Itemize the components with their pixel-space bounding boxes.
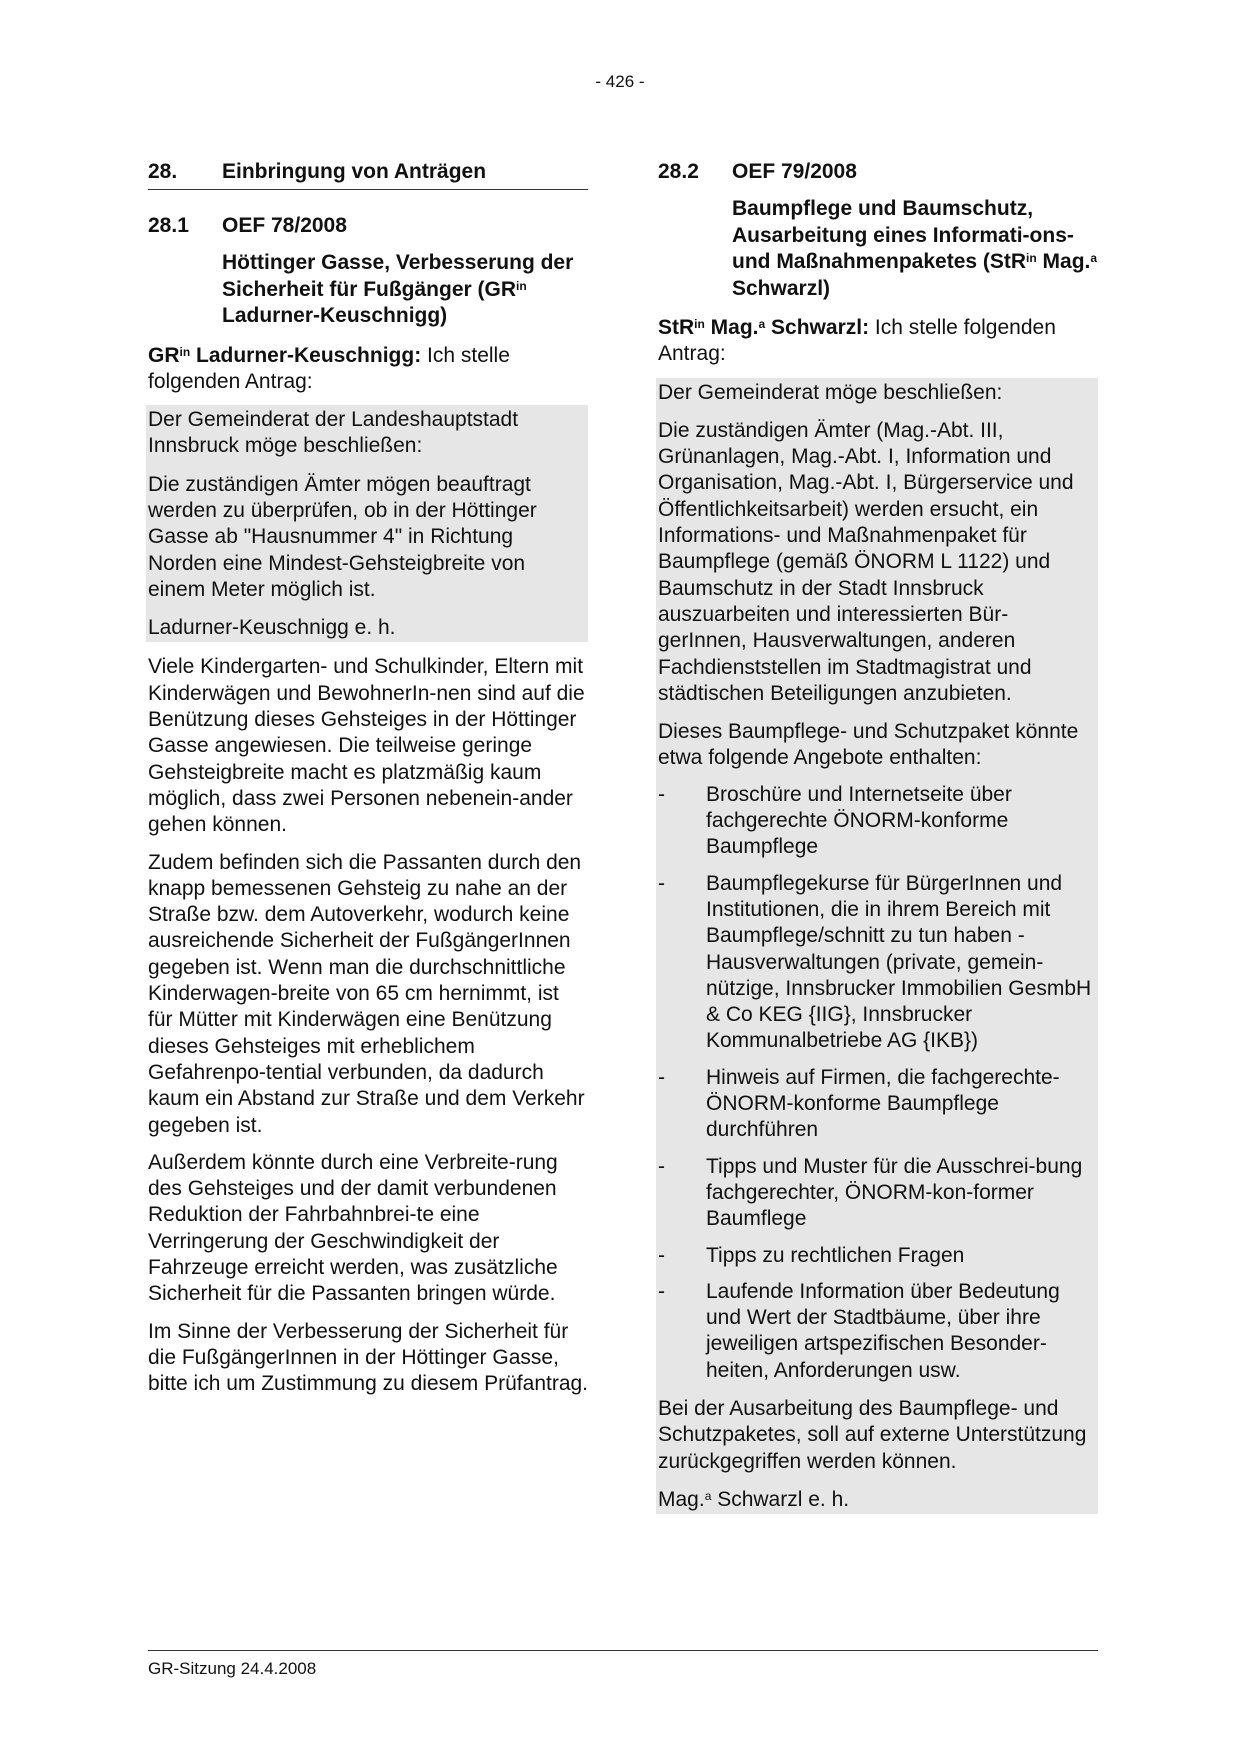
paragraph: Zudem befinden sich die Passanten durch den knapp bemessenen Gehsteig zu nahe an der Straße bzw. dem Autoverkehr, wodurch keine ausreichende Sicherheit der FußgängerInnen gegeben ist. Wenn man die durchschnittliche Kinderwagen-breite von 65 cm hernimmt, ist für Mütter mit Kinderwägen eine Benützung dieses Gehsteiges mit erheblichem Gefahrenpo-tential verbunden, da dadurch kaum ein Abstand zur Straße und dem Verkehr gegeben ist. — [148, 850, 585, 1137]
list-item: - Tipps zu rechtlichen Fragen — [658, 1243, 965, 1267]
item-code: OEF 78/2008 — [222, 214, 347, 237]
justification — [148, 654, 588, 1397]
motion-text: Bei der Ausarbeitung des Baumpflege- und Schutzpaketes, soll auf externe Unterstützung zurückgegriffen werden können. — [658, 1396, 1087, 1473]
list-item: - Tipps und Muster für die Ausschrei-bung fachgerechter, ÖNORM-kon-former Baumflege — [658, 1154, 1083, 1231]
motion-text: Der Gemeinderat möge beschließen: — [658, 380, 1003, 404]
motion-intro: $GR^{in}$ Ladurner-Keuschnigg: Ich stelle folgenden Antrag: — [148, 343, 510, 393]
list-item: - Baumpflegekurse für BürgerInnen und Institutionen, die in ihrem Bereich mit Baumpflege/schnitt zu tun haben - Hausverwaltungen (private, gemein-nützige, Innsbrucker Immobilien GesmbH & Co KEG {IIG}, Innsbrucker Kommunalbetriebe AG {IKB}) — [658, 871, 1092, 1053]
page-footer: GR-Sitzung 24.4.2008 — [148, 1650, 1098, 1679]
section-heading-28 — [148, 158, 588, 190]
motion-text: Die zuständigen Ämter mögen beauftragt werden zu überprüfen, ob in der Höttinger Gasse ab "Hausnummer 4" in Richtung Norden eine Mindest-Gehsteigbreite von einem Meter möglich ist. — [148, 472, 537, 601]
motion-signature: Mag.$^a$ Schwarzl e. h. — [658, 1487, 850, 1511]
section-number: 28. — [148, 160, 178, 183]
motion-text: Dieses Baumpflege- und Schutzpaket könnte etwa folgende Angebote enthalten: — [658, 720, 1079, 770]
item-subtitle: Höttinger Gasse, Verbesserung der Sicherheit für Fußgänger ($GR^{in}$ Ladurner-Keuschnigg) — [222, 251, 574, 327]
list-item: - Hinweis auf Firmen, die fachgerechte-ÖNORM-konforme Baumpflege durchführen — [658, 1065, 1060, 1142]
section-title: Einbringung von Anträgen — [222, 160, 487, 183]
page-number: - 426 - — [595, 72, 645, 91]
motion-intro: StR$^{in}$ Mag.$^a$ Schwarzl: Ich stelle folgenden Antrag: — [658, 316, 1056, 366]
item-code: OEF 79/2008 — [732, 160, 857, 183]
paragraph: Außerdem könnte durch eine Verbreite-rung des Gehsteiges und der damit verbundenen Reduktion der Fahrbahnbrei-te eine Verringerung der Geschwindigkeit der Fahrzeuge erreicht werden, was zusätzliche Sicherheit für die Passanten bringen würde. — [148, 1150, 558, 1306]
list-item: - Laufende Information über Bedeutung und Wert der Stadtbäume, über ihre jeweiligen artspezifischen Besonder-heiten, Anforderungen usw. — [658, 1279, 1060, 1382]
right-column — [658, 158, 1098, 1514]
item-number: 28.2 — [658, 160, 699, 183]
item-subtitle: Baumpflege und Baumschutz, Ausarbeitung eines Informati-ons- und Maßnahmenpaketes (StR$^{in}$ Mag.$^a$ Schwarzl) — [732, 197, 1098, 300]
list-item: - Broschüre und Internetseite über fachgerechte ÖNORM-konforme Baumpflege — [658, 782, 1012, 859]
item-heading-28-2 — [658, 158, 1098, 185]
paragraph: Im Sinne der Verbesserung der Sicherheit für die FußgängerInnen in der Höttinger Gasse, bitte ich um Zustimmung zu diesem Prüfantrag. — [148, 1319, 589, 1396]
left-column — [148, 158, 588, 1397]
item-heading-28-1 — [148, 212, 588, 239]
motion-text: Die zuständigen Ämter (Mag.-Abt. III, Grünanlagen, Mag.-Abt. I, Information und Organisation, Mag.-Abt. I, Bürgerservice und Öffentlichkeitsarbeit) werden ersucht, ein Informations- und Maßnahmenpaket für Baumpflege (gemäß ÖNORM L 1122) und Baumschutz in der Stadt Innsbruck auszuarbeiten und interessierten Bür-gerInnen, Hausverwaltungen, anderen Fachdienststellen im Stadtmagistrat und städtischen Beteiligungen anzubieten. — [658, 418, 1074, 705]
motion-box — [656, 378, 1098, 1515]
paragraph: Viele Kindergarten- und Schulkinder, Eltern mit Kinderwägen und BewohnerIn-nen sind auf die Benützung dieses Gehsteiges in der Höttinger Gasse angewiesen. Die teilweise geringe Gehsteigbreite macht es platzmäßig kaum möglich, dass zwei Personen nebenein-ander gehen können. — [148, 655, 585, 837]
motion-text: Der Gemeinderat der Landeshauptstadt Innsbruck möge beschließen: — [148, 408, 519, 458]
item-number: 28.1 — [148, 214, 189, 237]
motion-signature: Ladurner-Keuschnigg e. h. — [148, 616, 396, 640]
offer-list — [658, 782, 1096, 1384]
motion-box — [146, 405, 588, 642]
